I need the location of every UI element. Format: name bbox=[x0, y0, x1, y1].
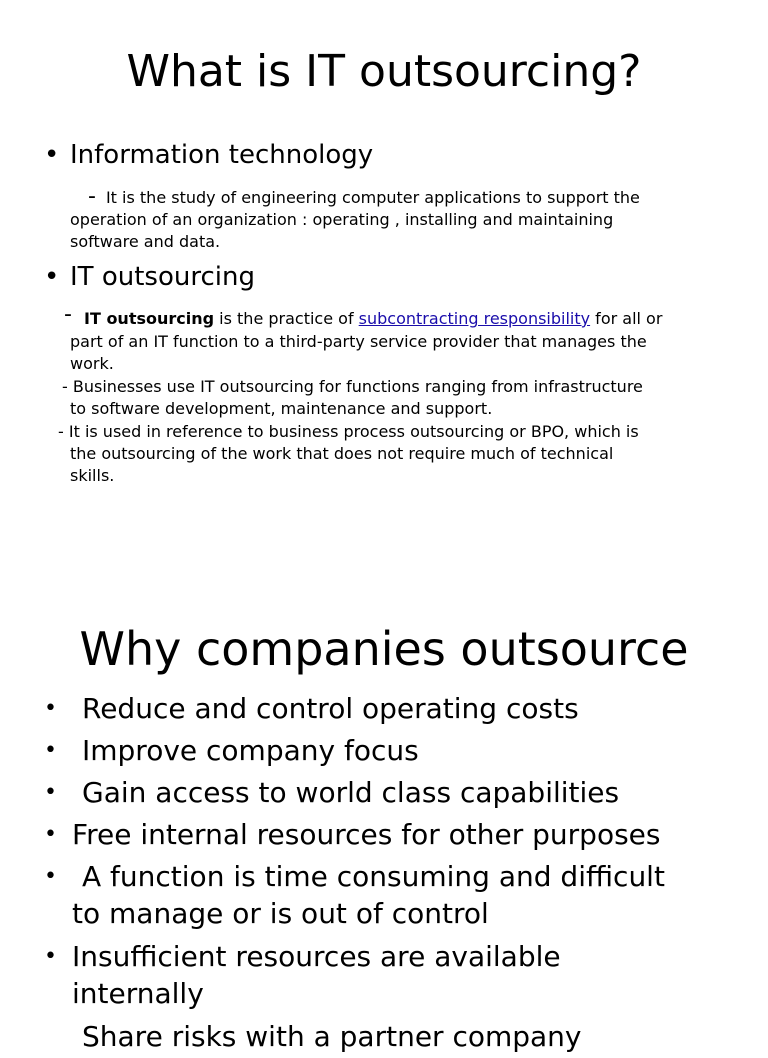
outsourcing-details-block bbox=[0, 302, 768, 487]
it-definition-line2: operation of an organization : operating , installing and maintaining bbox=[70, 210, 614, 229]
dash-glyph: - bbox=[88, 184, 96, 209]
it-definition-block bbox=[70, 186, 750, 253]
bullet-glyph: • bbox=[44, 696, 57, 721]
reason-text-cont: internally bbox=[72, 977, 204, 1010]
bullet-glyph: • bbox=[44, 780, 57, 805]
reason-text: Free internal resources for other purposes bbox=[72, 818, 661, 851]
reason-text: A function is time consuming and difficult bbox=[82, 860, 665, 893]
outsourcing-para3-line1: - It is used in reference to business process outsourcing or BPO, which is bbox=[58, 422, 639, 441]
reasons-list bbox=[0, 690, 768, 1058]
reason-item bbox=[0, 774, 768, 816]
outsourcing-para2-line2: to software development, maintenance and support. bbox=[70, 399, 493, 418]
bullet-glyph: • bbox=[44, 140, 60, 170]
reason-text: Share risks with a partner company bbox=[82, 1020, 582, 1053]
bullet-glyph: • bbox=[44, 262, 60, 292]
reason-text: Reduce and control operating costs bbox=[82, 692, 579, 725]
reason-item bbox=[0, 938, 768, 1018]
outsourcing-term: IT outsourcing bbox=[84, 309, 215, 328]
dash-glyph: - bbox=[64, 302, 72, 327]
it-definition-line3: software and data. bbox=[70, 232, 221, 251]
bullet-label: IT outsourcing bbox=[70, 262, 255, 292]
reason-item bbox=[0, 1018, 768, 1058]
outsourcing-para3-line3: skills. bbox=[70, 466, 115, 485]
reason-text: Improve company focus bbox=[82, 734, 419, 767]
reason-text: Insufficient resources are available bbox=[72, 940, 561, 973]
reason-item bbox=[0, 690, 768, 732]
reason-item bbox=[0, 858, 768, 938]
bullet-information-technology bbox=[0, 140, 768, 174]
bullet-label: Information technology bbox=[70, 140, 374, 170]
bullet-glyph: • bbox=[44, 822, 57, 847]
outsourcing-para2-line1: - Businesses use IT outsourcing for functions ranging from infrastructure bbox=[62, 377, 643, 396]
reason-text-cont: to manage or is out of control bbox=[72, 897, 489, 930]
bullet-glyph: • bbox=[44, 864, 57, 889]
outsourcing-text-post: for all or bbox=[590, 309, 663, 328]
bullet-it-outsourcing bbox=[0, 262, 768, 296]
slide1-title: What is IT outsourcing? bbox=[126, 46, 642, 97]
reason-item bbox=[0, 732, 768, 774]
outsourcing-para1-line1 bbox=[0, 302, 768, 331]
outsourcing-para1-line2: part of an IT function to a third-party service provider that manages the bbox=[70, 332, 647, 351]
slide2-title: Why companies outsource bbox=[79, 622, 689, 676]
outsourcing-para1-line3: work. bbox=[70, 354, 114, 373]
bullet-glyph: • bbox=[44, 738, 57, 763]
outsourcing-para3-line2: the outsourcing of the work that does not require much of technical bbox=[70, 444, 614, 463]
bullet-glyph: • bbox=[44, 944, 57, 969]
outsourcing-text-pre: is the practice of bbox=[214, 309, 359, 328]
reason-text: Gain access to world class capabilities bbox=[82, 776, 620, 809]
subcontracting-link[interactable]: subcontracting responsibility bbox=[358, 309, 591, 328]
reason-item bbox=[0, 816, 768, 858]
it-definition-line1: It is the study of engineering computer applications to support the bbox=[105, 188, 640, 207]
